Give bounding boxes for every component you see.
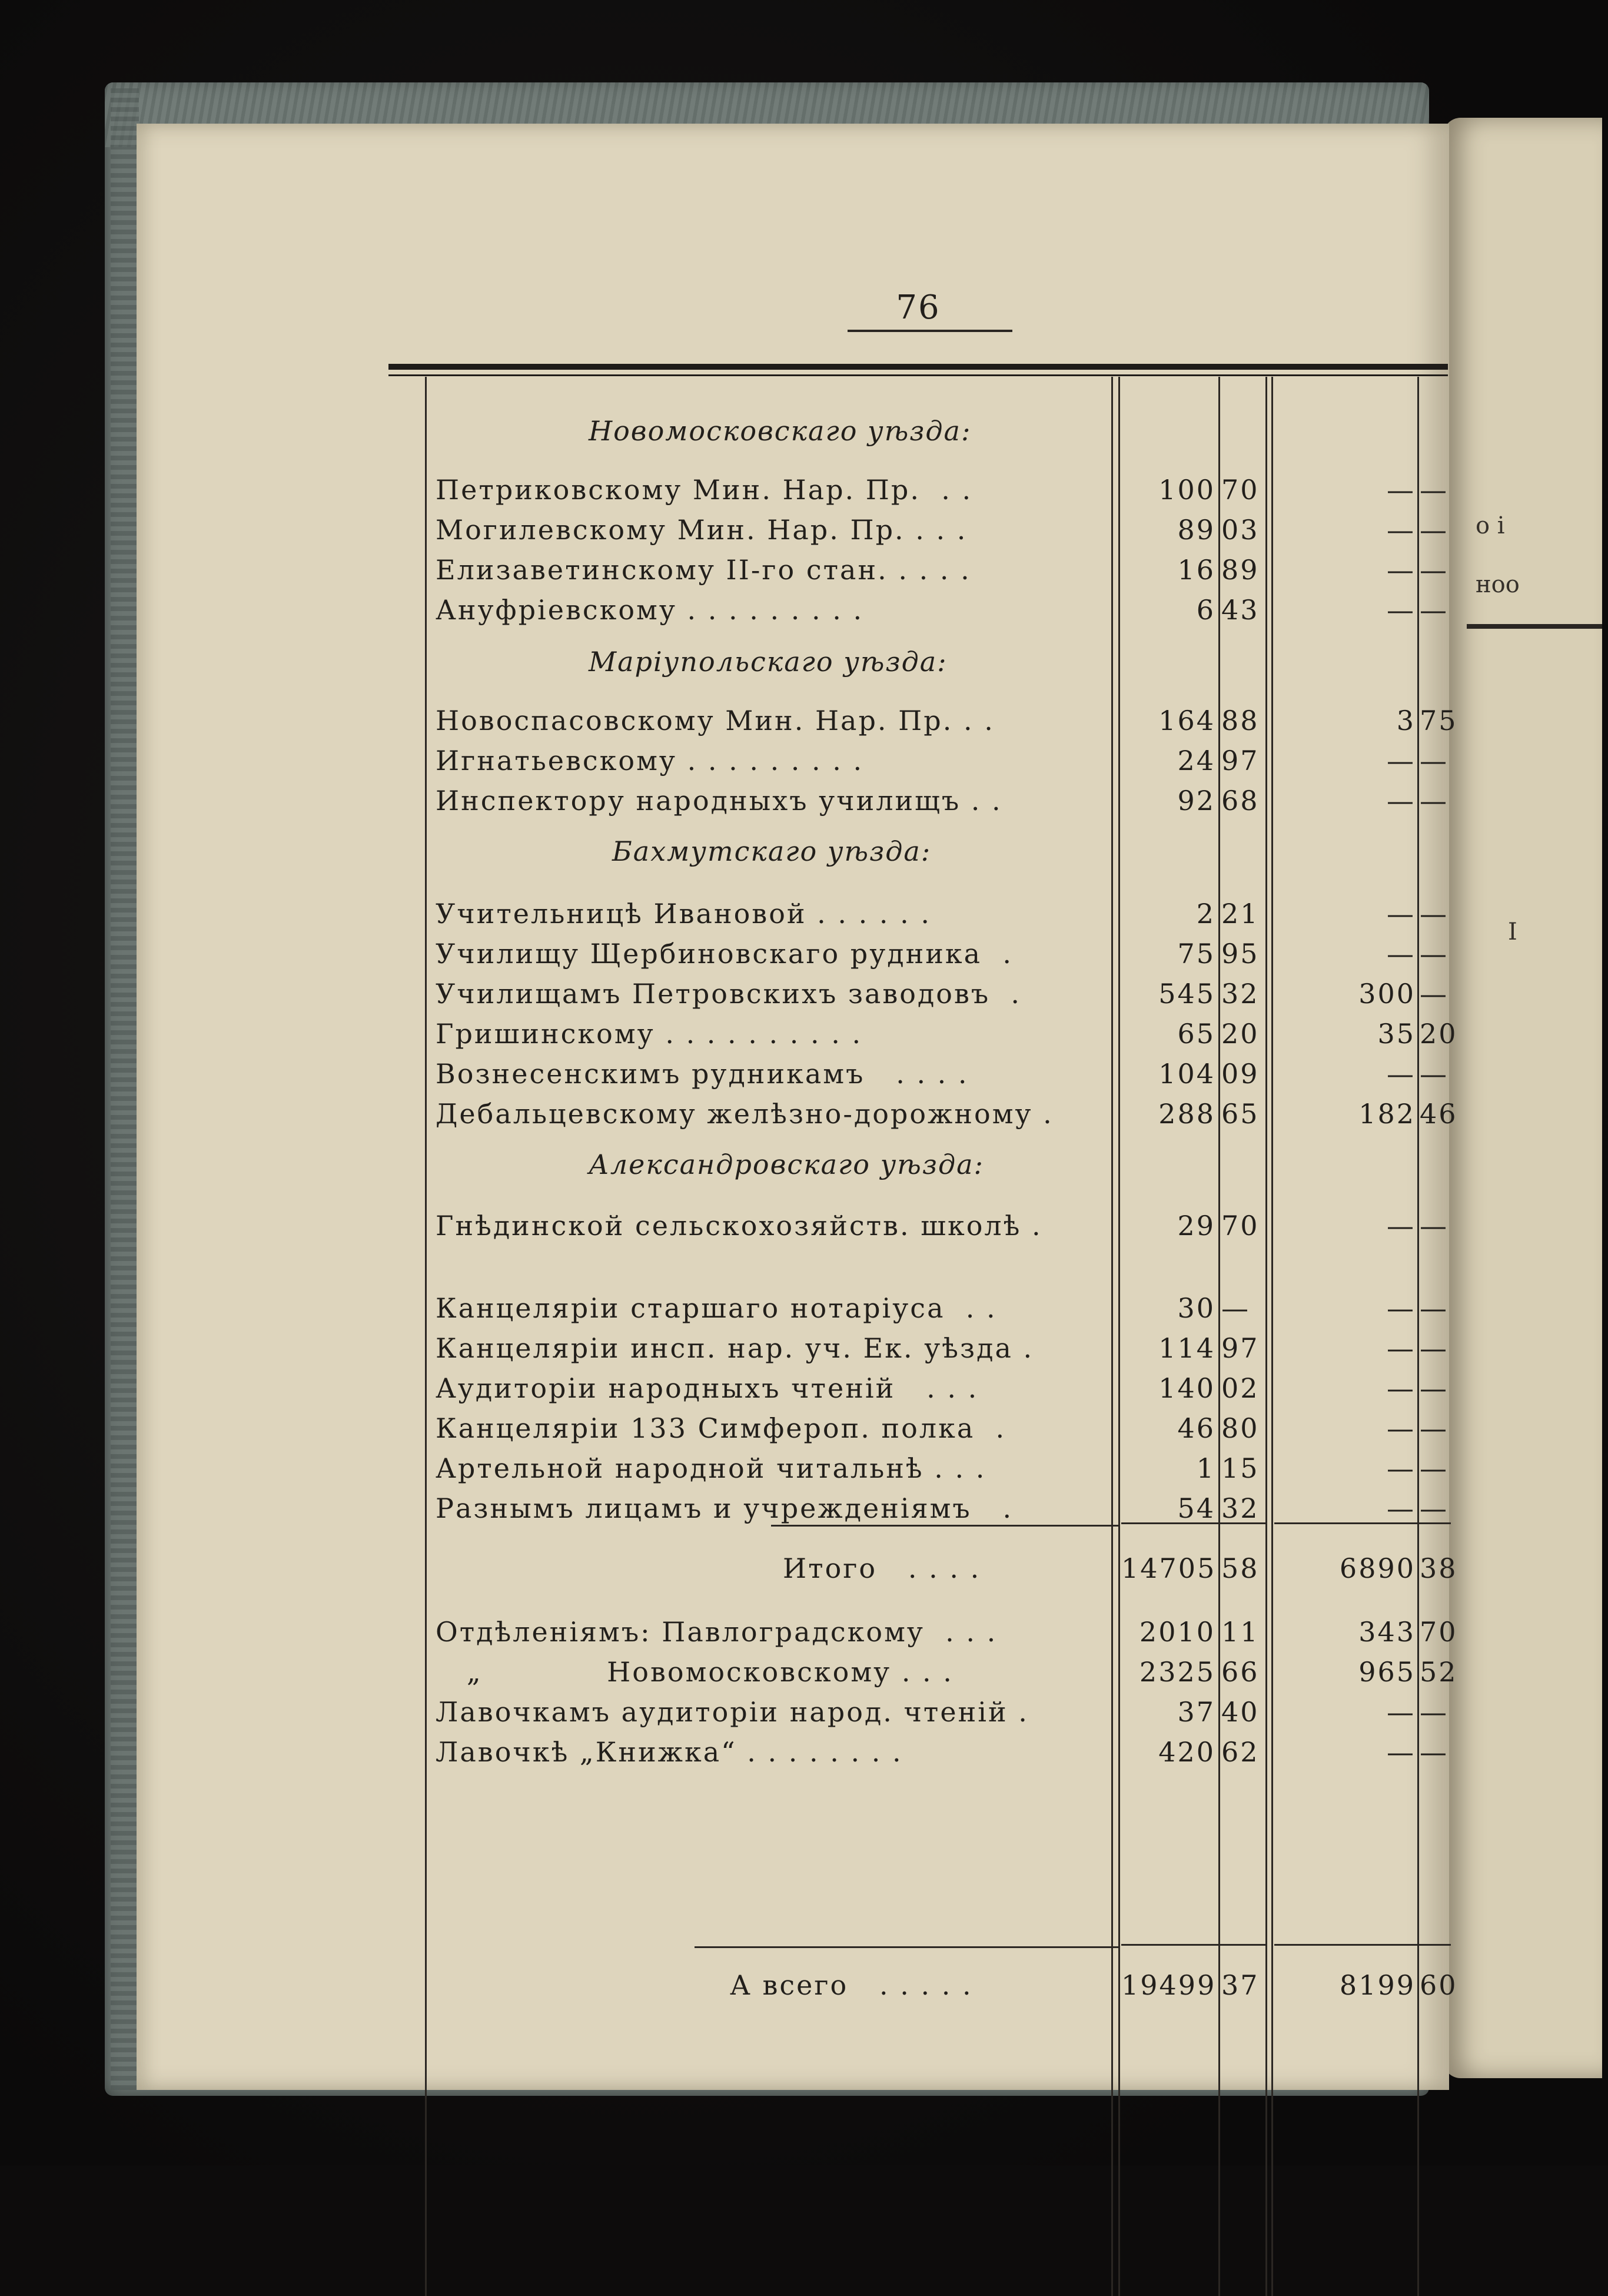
total-underline — [1274, 1944, 1451, 1946]
rubles-cell: 30 — [1177, 1292, 1215, 1324]
kopecks-2-cell: — — [1420, 474, 1448, 506]
table-row — [0, 1369, 1448, 1407]
rubles-cell: 89 — [1177, 514, 1215, 546]
rubles-cell: 19499 — [1121, 1969, 1217, 2001]
rubles-2-cell: — — [1387, 1452, 1416, 1484]
kopecks-cell: 68 — [1221, 785, 1260, 817]
kopecks-2-cell: — — [1420, 1058, 1448, 1090]
kopecks-cell: 66 — [1221, 1656, 1260, 1688]
kopecks-cell: 89 — [1221, 554, 1260, 586]
kopecks-2-cell: — — [1420, 1292, 1448, 1324]
kopecks-2-cell: — — [1420, 1696, 1448, 1728]
rubles-2-cell: 343 — [1358, 1616, 1416, 1648]
rubles-2-cell: 965 — [1358, 1656, 1416, 1688]
rubles-cell: 75 — [1177, 938, 1215, 970]
kopecks-2-cell: — — [1420, 938, 1448, 970]
total-underline — [1121, 1944, 1265, 1946]
rubles-2-cell: — — [1387, 938, 1416, 970]
rubles-2-cell: 182 — [1358, 1098, 1416, 1130]
row-label: Канцеляріи 133 Симфероп. полка . — [436, 1412, 1006, 1444]
rubles-cell: 16 — [1177, 554, 1215, 586]
rubles-2-cell: 300 — [1358, 978, 1416, 1010]
rubles-2-cell: — — [1387, 1696, 1416, 1728]
row-label: Артельной народной читальнѣ . . . — [436, 1452, 986, 1484]
rubles-2-cell: — — [1387, 514, 1416, 546]
rubles-cell: 29 — [1177, 1210, 1215, 1242]
rubles-2-cell: — — [1387, 1412, 1416, 1444]
table-row — [0, 471, 1448, 509]
rubles-cell: 92 — [1177, 785, 1215, 817]
kopecks-cell: 40 — [1221, 1696, 1260, 1728]
table-row — [0, 782, 1448, 819]
page-number: 76 — [896, 288, 941, 327]
row-label: А всего . . . . . — [730, 1969, 973, 2001]
table-top-rule — [388, 364, 1448, 370]
kopecks-cell: 09 — [1221, 1058, 1260, 1090]
row-label: Маріупольскаго уѣзда: — [589, 646, 948, 678]
row-label: Разнымъ лицамъ и учрежденіямъ . — [436, 1492, 1014, 1524]
rubles-2-cell: — — [1387, 785, 1416, 817]
rubles-cell: 1 — [1196, 1452, 1215, 1484]
row-label: Александровскаго уѣзда: — [589, 1149, 985, 1180]
row-label: Лавочкѣ „Книжка“ . . . . . . . . — [436, 1736, 903, 1768]
row-label: Елизаветинскому II-го стан. . . . . — [436, 554, 971, 586]
kopecks-cell: 02 — [1221, 1372, 1260, 1404]
kopecks-2-cell: 75 — [1420, 705, 1458, 736]
kopecks-2-cell: — — [1420, 898, 1448, 930]
kopecks-2-cell: — — [1420, 1492, 1448, 1524]
rubles-2-cell: — — [1387, 1372, 1416, 1404]
page-number-rule — [848, 330, 1012, 332]
adjacent-page — [1443, 118, 1602, 2078]
row-label: Новомосковскаго уѣзда: — [589, 415, 972, 447]
kopecks-2-cell: — — [1420, 1452, 1448, 1484]
rubles-cell: 104 — [1158, 1058, 1215, 1090]
rubles-2-cell: 6890 — [1339, 1552, 1416, 1584]
rubles-cell: 140 — [1158, 1372, 1215, 1404]
kopecks-cell: 32 — [1221, 978, 1260, 1010]
kopecks-2-cell: 52 — [1420, 1656, 1458, 1688]
kopecks-2-cell: — — [1420, 514, 1448, 546]
table-row — [0, 1015, 1458, 1053]
rubles-cell: 545 — [1158, 978, 1215, 1010]
rubles-2-cell: — — [1387, 474, 1416, 506]
table-row — [0, 551, 1448, 589]
kopecks-2-cell: — — [1420, 1210, 1448, 1242]
kopecks-2-cell: — — [1420, 978, 1448, 1010]
rubles-2-cell: 8199 — [1339, 1969, 1416, 2001]
rubles-2-cell: — — [1387, 1736, 1416, 1768]
kopecks-2-cell: — — [1420, 745, 1448, 777]
table-top-rule-thin — [388, 374, 1448, 376]
rubles-cell: 164 — [1158, 705, 1215, 736]
kopecks-2-cell: — — [1420, 785, 1448, 817]
kopecks-cell: 65 — [1221, 1098, 1260, 1130]
row-label: Ануфріевскому . . . . . . . . . — [436, 594, 864, 626]
kopecks-2-cell: 60 — [1420, 1969, 1458, 2001]
table-row — [0, 702, 1458, 739]
table-row — [0, 1055, 1448, 1093]
table-row — [0, 1653, 1458, 1691]
row-label: Дебальцевскому желѣзно-дорожному . — [436, 1098, 1054, 1130]
kopecks-2-cell: 70 — [1420, 1616, 1458, 1648]
rubles-2-cell: — — [1387, 1210, 1416, 1242]
rubles-2-cell: — — [1387, 1332, 1416, 1364]
kopecks-cell: — — [1221, 1292, 1250, 1324]
rubles-cell: 54 — [1177, 1492, 1215, 1524]
grand-total-row — [0, 1966, 1458, 2004]
table-row — [0, 1409, 1448, 1447]
row-label: Инспектору народныхъ училищъ . . — [436, 785, 1002, 817]
table-row — [0, 1095, 1458, 1133]
total-underline — [695, 1946, 1118, 1948]
row-label: Аудиторіи народныхъ чтеній . . . — [436, 1372, 979, 1404]
table-row — [0, 1207, 1448, 1245]
table-row — [0, 1613, 1458, 1651]
kopecks-cell: 70 — [1221, 474, 1260, 506]
adjacent-page-fragment: о і — [1476, 512, 1505, 539]
kopecks-cell: 11 — [1221, 1616, 1260, 1648]
kopecks-2-cell: — — [1420, 1412, 1448, 1444]
kopecks-cell: 21 — [1221, 898, 1260, 930]
row-label: Петриковскому Мин. Нар. Пр. . . — [436, 474, 973, 506]
rubles-cell: 114 — [1158, 1332, 1215, 1364]
table-row — [0, 975, 1448, 1013]
table-row — [0, 1289, 1448, 1327]
row-label: Гнѣдинской сельскохозяйств. школѣ . — [436, 1210, 1042, 1242]
kopecks-cell: 97 — [1221, 745, 1260, 777]
adjacent-page-rule — [1467, 624, 1602, 629]
kopecks-cell: 80 — [1221, 1412, 1260, 1444]
rubles-2-cell: — — [1387, 594, 1416, 626]
kopecks-cell: 88 — [1221, 705, 1260, 736]
row-label: Училищамъ Петровскихъ заводовъ . — [436, 978, 1022, 1010]
kopecks-2-cell: — — [1420, 1736, 1448, 1768]
rubles-2-cell: — — [1387, 1492, 1416, 1524]
row-label: „ Новомосковскому . . . — [436, 1656, 953, 1688]
kopecks-cell: 15 — [1221, 1452, 1260, 1484]
subtotal-row — [0, 1550, 1458, 1587]
kopecks-2-cell: — — [1420, 594, 1448, 626]
rubles-2-cell: 35 — [1377, 1018, 1416, 1050]
rubles-2-cell: — — [1387, 745, 1416, 777]
table-row — [0, 1449, 1448, 1487]
kopecks-cell: 58 — [1221, 1552, 1260, 1584]
district-heading — [0, 1146, 1448, 1183]
rubles-cell: 24 — [1177, 745, 1215, 777]
rubles-2-cell: — — [1387, 898, 1416, 930]
row-label: Игнатьевскому . . . . . . . . . — [436, 745, 864, 777]
table-row — [0, 895, 1448, 933]
rubles-cell: 2 — [1196, 898, 1215, 930]
kopecks-2-cell: 46 — [1420, 1098, 1458, 1130]
kopecks-2-cell: — — [1420, 1332, 1448, 1364]
kopecks-cell: 43 — [1221, 594, 1260, 626]
table-row — [0, 1693, 1448, 1731]
row-label: Училищу Щербиновскаго рудника . — [436, 938, 1013, 970]
table-row — [0, 511, 1448, 549]
kopecks-2-cell: — — [1420, 554, 1448, 586]
rubles-cell: 2010 — [1139, 1616, 1215, 1648]
adjacent-page-fragment: І — [1508, 918, 1517, 945]
row-label: Могилевскому Мин. Нар. Пр. . . . — [436, 514, 968, 546]
kopecks-cell: 97 — [1221, 1332, 1260, 1364]
kopecks-cell: 37 — [1221, 1969, 1260, 2001]
kopecks-cell: 95 — [1221, 938, 1260, 970]
table-row — [0, 591, 1448, 629]
kopecks-cell: 03 — [1221, 514, 1260, 546]
rubles-cell: 6 — [1196, 594, 1215, 626]
kopecks-2-cell: — — [1420, 1372, 1448, 1404]
rubles-2-cell: — — [1387, 1292, 1416, 1324]
row-label: Отдѣленіямъ: Павлоградскому . . . — [436, 1616, 998, 1648]
rubles-2-cell: — — [1387, 554, 1416, 586]
district-heading — [0, 832, 1448, 870]
rubles-cell: 14705 — [1121, 1552, 1217, 1584]
table-row — [0, 1329, 1448, 1367]
kopecks-cell: 20 — [1221, 1018, 1260, 1050]
rubles-cell: 46 — [1177, 1412, 1215, 1444]
rubles-cell: 2325 — [1139, 1656, 1215, 1688]
district-heading — [0, 643, 1448, 681]
kopecks-cell: 62 — [1221, 1736, 1260, 1768]
kopecks-2-cell: 38 — [1420, 1552, 1458, 1584]
row-label: Новоспасовскому Мин. Нар. Пр. . . — [436, 705, 995, 736]
row-label: Канцеляріи старшаго нотаріуса . . — [436, 1292, 997, 1324]
table-row — [0, 742, 1448, 779]
rubles-cell: 420 — [1158, 1736, 1215, 1768]
row-label: Канцеляріи инсп. нар. уч. Ек. уѣзда . — [436, 1332, 1034, 1364]
rubles-2-cell: 3 — [1396, 705, 1416, 736]
rubles-2-cell: — — [1387, 1058, 1416, 1090]
kopecks-cell: 32 — [1221, 1492, 1260, 1524]
rubles-cell: 100 — [1158, 474, 1215, 506]
rubles-cell: 65 — [1177, 1018, 1215, 1050]
table-row — [0, 1489, 1448, 1527]
row-label: Вознесенскимъ рудникамъ . . . . — [436, 1058, 969, 1090]
table-row — [0, 935, 1448, 973]
table-row — [0, 1733, 1448, 1771]
row-label: Итого . . . . — [783, 1552, 981, 1584]
row-label: Гришинскому . . . . . . . . . . — [436, 1018, 863, 1050]
rubles-cell: 288 — [1158, 1098, 1215, 1130]
adjacent-page-fragment: ноо — [1476, 571, 1520, 598]
rubles-cell: 37 — [1177, 1696, 1215, 1728]
kopecks-2-cell: 20 — [1420, 1018, 1458, 1050]
kopecks-cell: 70 — [1221, 1210, 1260, 1242]
row-label: Лавочкамъ аудиторіи народ. чтеній . — [436, 1696, 1029, 1728]
row-label: Учительницѣ Ивановой . . . . . . — [436, 898, 932, 930]
district-heading — [0, 412, 1448, 450]
row-label: Бахмутскаго уѣзда: — [612, 835, 932, 867]
